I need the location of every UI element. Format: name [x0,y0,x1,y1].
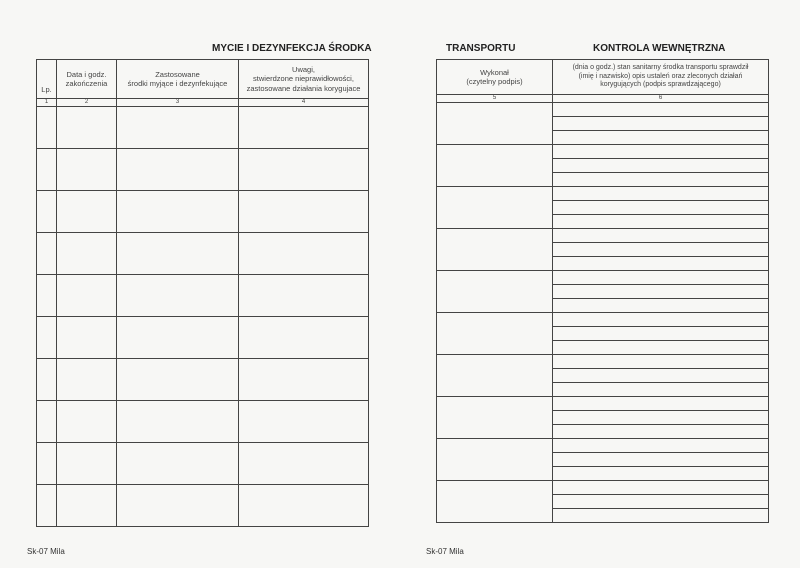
col-number: 2 [57,99,117,107]
inspection-line[interactable] [553,495,769,509]
inspection-line[interactable] [553,327,769,341]
inspection-line[interactable] [553,187,769,201]
entry-cell[interactable] [117,233,239,275]
entry-cell[interactable] [57,107,117,149]
entry-cell[interactable] [57,485,117,527]
inspection-line[interactable] [553,145,769,159]
col-header-agents: Zastosowane środki myjące i dezynfekujące [117,60,239,99]
entry-cell[interactable] [57,443,117,485]
entry-cell[interactable] [117,275,239,317]
entry-cell[interactable] [239,191,369,233]
col-header-lp: Lp. [37,60,57,99]
entry-cell[interactable] [37,107,57,149]
entry-cell[interactable] [57,149,117,191]
table-row [37,149,369,191]
inspection-line[interactable] [553,299,769,313]
entry-cell[interactable] [117,359,239,401]
signature-cell[interactable] [437,355,553,397]
inspection-line[interactable] [553,439,769,453]
inspection-table [436,59,769,523]
table-row [37,317,369,359]
inspection-line[interactable] [553,285,769,299]
entry-cell[interactable] [57,191,117,233]
entry-cell[interactable] [239,443,369,485]
inspection-line[interactable] [553,425,769,439]
washing-table [36,59,369,527]
entry-cell[interactable] [57,359,117,401]
inspection-line[interactable] [553,159,769,173]
signature-cell[interactable] [437,439,553,481]
inspection-line[interactable] [553,509,769,523]
inspection-line[interactable] [553,453,769,467]
inspection-line[interactable] [553,117,769,131]
table-row [37,233,369,275]
inspection-line[interactable] [553,397,769,411]
entry-cell[interactable] [57,317,117,359]
entry-cell[interactable] [37,233,57,275]
col-header-remarks: Uwagi, stwierdzone nieprawidłowości, zastosowane działania korygujace [239,60,369,99]
signature-cell[interactable] [437,103,553,145]
table-row [437,481,769,495]
entry-cell[interactable] [239,149,369,191]
entry-cell[interactable] [37,275,57,317]
table-row [437,355,769,369]
col-header-date: Data i godz. zakończenia [57,60,117,99]
inspection-line[interactable] [553,383,769,397]
entry-cell[interactable] [239,233,369,275]
right-page-title-left: TRANSPORTU [446,43,516,54]
entry-cell[interactable] [37,359,57,401]
signature-cell[interactable] [437,229,553,271]
table-row [437,229,769,243]
entry-cell[interactable] [37,149,57,191]
inspection-line[interactable] [553,131,769,145]
inspection-line[interactable] [553,257,769,271]
signature-cell[interactable] [437,187,553,229]
table-row [37,443,369,485]
col-number: 5 [437,95,553,103]
table-row [437,439,769,453]
table-row [37,485,369,527]
inspection-line[interactable] [553,243,769,257]
entry-cell[interactable] [37,443,57,485]
entry-cell[interactable] [117,443,239,485]
entry-cell[interactable] [57,401,117,443]
table-row [437,145,769,159]
entry-cell[interactable] [57,233,117,275]
signature-cell[interactable] [437,271,553,313]
entry-cell[interactable] [239,359,369,401]
inspection-line[interactable] [553,271,769,285]
left-footer: Sk-07 Mila [27,547,65,556]
table-row [37,359,369,401]
inspection-line[interactable] [553,215,769,229]
inspection-line[interactable] [553,229,769,243]
inspection-line[interactable] [553,369,769,383]
inspection-line[interactable] [553,355,769,369]
col-header-inspection: (dnia o godz.) stan sanitarny środka transportu sprawdził (imię i nazwisko) opis ustaleń oraz zleconych działań korygujących (podpis sprawdzającego) [553,60,769,95]
signature-cell[interactable] [437,397,553,439]
col-number: 1 [37,99,57,107]
inspection-line[interactable] [553,173,769,187]
entry-cell[interactable] [117,401,239,443]
entry-cell[interactable] [117,485,239,527]
table-row [37,401,369,443]
table-row [37,275,369,317]
entry-cell[interactable] [37,191,57,233]
entry-cell[interactable] [37,485,57,527]
inspection-line[interactable] [553,411,769,425]
table-row [437,313,769,327]
entry-cell[interactable] [239,485,369,527]
table-row [437,187,769,201]
inspection-line[interactable] [553,201,769,215]
right-footer: Sk-07 Mila [426,547,464,556]
entry-cell[interactable] [117,317,239,359]
col-number: 3 [117,99,239,107]
signature-cell[interactable] [437,313,553,355]
entry-cell[interactable] [37,401,57,443]
table-row [437,271,769,285]
table-row [437,397,769,411]
col-header-performed-by: Wykonał (czytelny podpis) [437,60,553,95]
entry-cell[interactable] [239,275,369,317]
signature-cell[interactable] [437,481,553,523]
entry-cell[interactable] [57,275,117,317]
table-row [437,103,769,117]
inspection-line[interactable] [553,467,769,481]
entry-cell[interactable] [239,401,369,443]
entry-cell[interactable] [37,317,57,359]
entry-cell[interactable] [117,107,239,149]
left-page-title: MYCIE I DEZYNFEKCJA ŚRODKA [212,43,372,54]
col-number: 6 [553,95,769,103]
col-number: 4 [239,99,369,107]
entry-cell[interactable] [239,107,369,149]
entry-cell[interactable] [117,191,239,233]
entry-cell[interactable] [239,317,369,359]
entry-cell[interactable] [117,149,239,191]
inspection-line[interactable] [553,103,769,117]
inspection-line[interactable] [553,313,769,327]
signature-cell[interactable] [437,145,553,187]
inspection-line[interactable] [553,341,769,355]
inspection-line[interactable] [553,481,769,495]
table-row [37,191,369,233]
right-page-title-right: KONTROLA WEWNĘTRZNA [593,43,726,54]
table-row [37,107,369,149]
